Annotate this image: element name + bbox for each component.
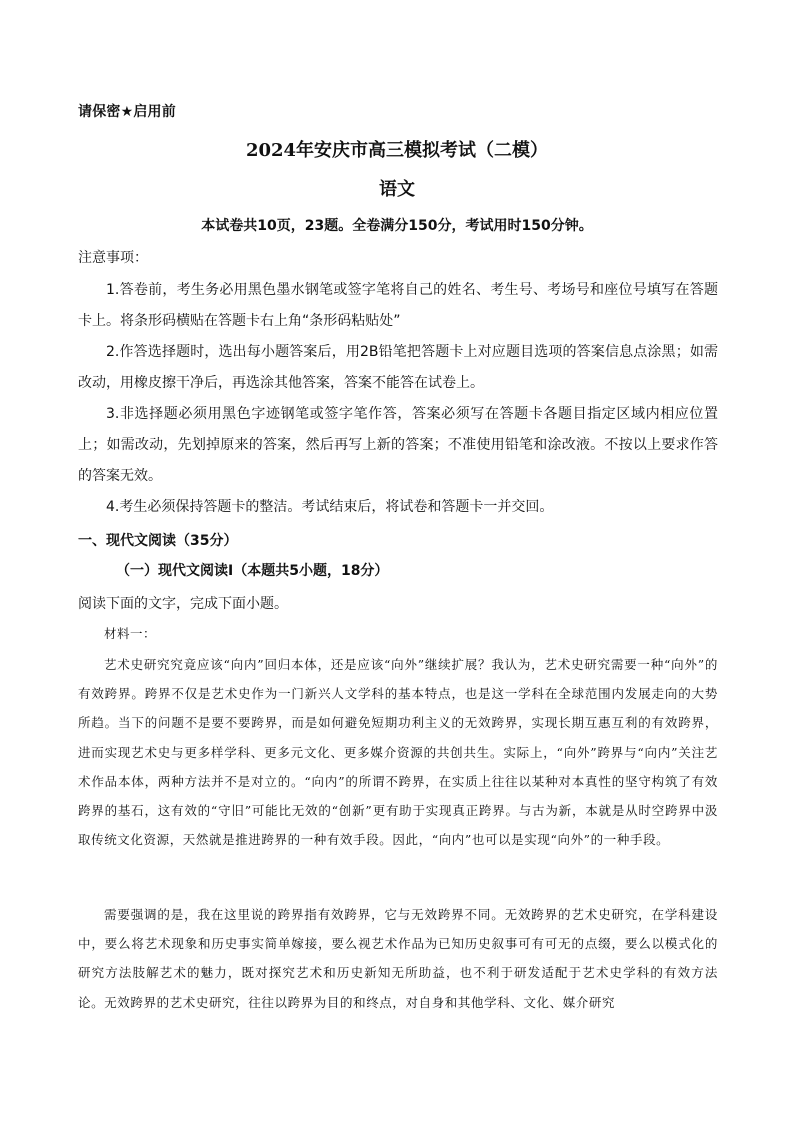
note-item-2: 2.作答选择题时，选出每小题答案后，用2B铅笔把答题卡上对应题目选项的答案信息点涂黑；如需改动，用橡皮擦干净后，再选涂其他答案，答案不能答在试卷上。 — [78, 344, 718, 391]
material-label: 材料一： — [104, 626, 157, 641]
subsection-heading: （一）现代文阅读Ⅰ（本题共5小题，18分） — [116, 563, 389, 579]
note-item-1: 1.答卷前，考生务必用黑色墨水钢笔或签字笔将自己的姓名、考生号、考场号和座位号填写在答题卡上。将条形码横贴在答题卡右上角“条形码粘贴处” — [78, 282, 718, 329]
reading-instruction: 阅读下面的文字，完成下面小题。 — [78, 596, 288, 612]
section-heading: 一、现代文阅读（35分） — [78, 533, 238, 549]
subject-title: 语文 — [379, 179, 415, 200]
material-paragraph-1: 艺术史研究究竟应该“向内”回归本体，还是应该“向外”继续扩展？我认为，艺术史研究需要一种“向外”的有效跨界。跨界不仅是艺术史作为一门新兴人文学科的基本特点，也是这一学科在全球范围内发展走向的大势所趋。当下的问题不是要不要跨界，而是如何避免短期功利主义的无效跨界，实现长期互惠互利的有效跨界，进而实现艺术史与更多样学科、更多元文化、更多媒介资源的共创共生。实际上，“向外”跨界与“向内”关注艺术作品本体，两种方法并不是对立的。“向内”的所谓不跨界，在实质上往往以某种对本真性的坚守构筑了有效跨界的基石，这有效的“守旧”可能比无效的“创新”更有助于实现真正跨界。与古为新，本就是从时空跨界中汲取传统文化资源，天然就是推进跨界的一种有效手段。因此，“向内”也可以是实现“向外”的一种手段。 — [78, 657, 718, 848]
confidential-label: 请保密★启用前 — [78, 104, 176, 120]
exam-info: 本试卷共10页，23题。全卷满分150分，考试用时150分钟。 — [201, 218, 593, 234]
exam-title: 2024年安庆市高三模拟考试（二模） — [245, 140, 549, 161]
material-paragraph-2: 需要强调的是，我在这里说的跨界指有效跨界，它与无效跨界不同。无效跨界的艺术史研究，在学科建设中，要么将艺术现象和历史事实简单嫁接，要么视艺术作品为已知历史叙事可有可无的点缀，要么以模式化的研究方法肢解艺术的魅力，既对探究艺术和历史新知无所助益，也不利于研发适配于艺术史学科的有效方法论。无效跨界的艺术史研究，往往以跨界为目的和终点，对自身和其他学科、文化、媒介研究 — [78, 907, 718, 1010]
note-item-4: 4.考生必须保持答题卡的整洁。考试结束后，将试卷和答题卡一并交回。 — [106, 499, 554, 515]
note-item-3: 3.非选择题必须用黑色字迹钢笔或签字笔作答，答案必须写在答题卡各题目指定区域内相应位置上；如需改动，先划掉原来的答案，然后再写上新的答案；不准使用铅笔和涂改液。不按以上要求作答的答案无效。 — [78, 406, 718, 484]
notes-heading: 注意事项： — [78, 250, 148, 266]
